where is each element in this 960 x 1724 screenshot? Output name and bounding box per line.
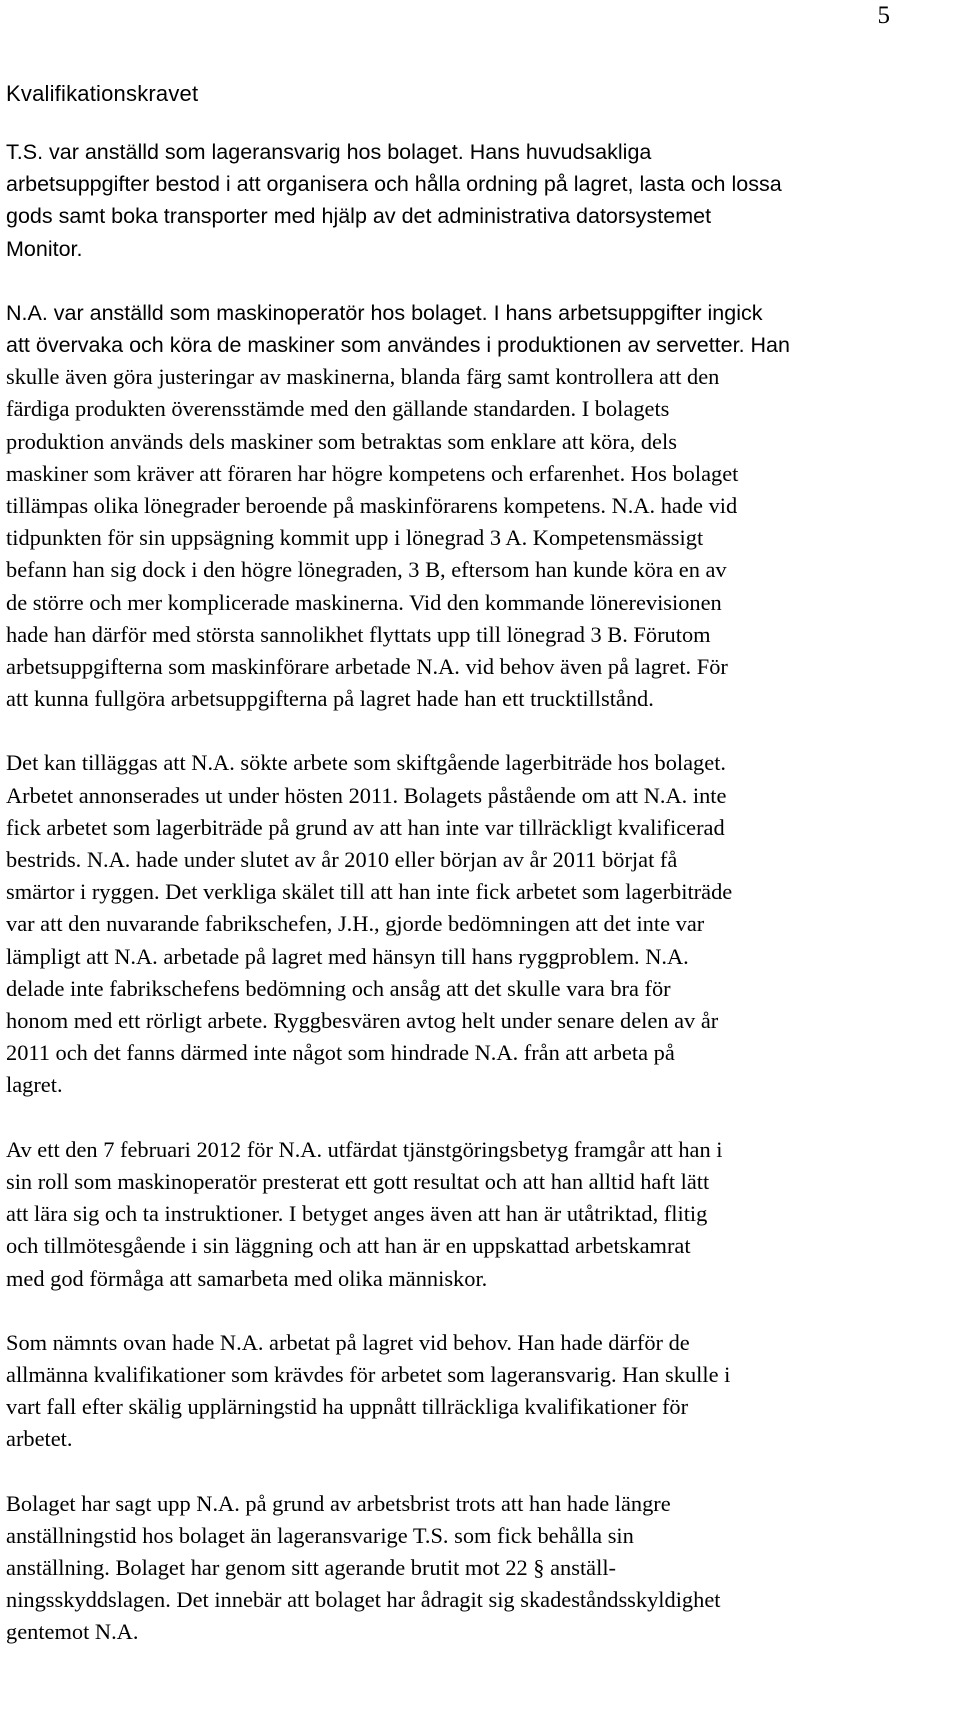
text-line: Monitor. [6,236,83,261]
text-line: N.A. var anställd som maskinoperatör hos bolaget. I hans arbetsuppgifter ingick [6,300,763,325]
section-heading: Kvalifikationskravet [6,81,199,106]
paragraph-warehouse-application [6,747,956,1101]
text-line: att övervaka och köra de maskiner som användes i produktionen av servetter. Han [6,333,790,358]
text-line: Arbetet annonserades ut under hösten 2011. Bolagets påstående om att N.A. inte [6,782,727,808]
text-line: tillämpas olika lönegrader beroende på maskinförarens kompetens. N.A. hade vid [6,493,738,519]
text-line: smärtor i ryggen. Det verkliga skälet till att han inte fick arbetet som lagerbiträde [6,879,733,905]
paragraph-conclusion [6,1488,956,1649]
text-line: anställning. Bolaget har genom sitt agerande brutit mot 22 § anställ- [6,1554,617,1580]
paragraph-na-role [6,297,956,716]
text-line: sin roll som maskinoperatör presterat ett gott resultat och att han alltid haft lätt [6,1168,710,1194]
text-line: gentemot N.A. [6,1619,139,1645]
page-number: 5 [877,2,890,29]
text-line: ningsskyddslagen. Det innebär att bolaget har ådragit sig skadeståndsskyldighet [6,1587,721,1613]
text-line: bestrids. N.A. hade under slutet av år 2010 eller början av år 2011 börjat få [6,847,678,873]
text-line: arbetsuppgifter bestod i att organisera och hålla ordning på lagret, lasta och lossa [6,172,782,197]
paragraph-qualifications [6,1327,956,1456]
text-line: hade han därför med största sannolikhet flyttats upp till lönegrad 3 B. Förutom [6,621,711,647]
text-line: lämpligt att N.A. arbetade på lagret med hänsyn till hans ryggproblem. N.A. [6,943,689,969]
text-line: 2011 och det fanns därmed inte något som hindrade N.A. från att arbeta på [6,1040,675,1066]
text-line: färdiga produkten överensstämde med den gällande standarden. I bolagets [6,396,670,422]
text-line: att kunna fullgöra arbetsuppgifterna på lagret hade han ett trucktillstånd. [6,686,654,712]
text-line: de större och mer komplicerade maskinerna. Vid den kommande lönerevisionen [6,589,722,615]
text-line: Som nämnts ovan hade N.A. arbetat på lagret vid behov. Han hade därför de [6,1329,690,1355]
text-line: vart fall efter skälig upplärningstid ha uppnått tillräckliga kvalifikationer för [6,1394,689,1420]
text-line: lagret. [6,1072,63,1098]
text-line: fick arbetet som lagerbiträde på grund av att han inte var tillräckligt kvalificerad [6,814,725,840]
text-line: Bolaget har sagt upp N.A. på grund av arbetsbrist trots att han hade längre [6,1490,671,1516]
text-line: arbetet. [6,1426,73,1452]
text-line: anställningstid hos bolaget än lageransvarige T.S. som fick behålla sin [6,1522,634,1548]
text-line: gods samt boka transporter med hjälp av det administrativa datorsystemet [6,204,712,229]
document-body [6,78,956,1681]
text-line: att lära sig och ta instruktioner. I betyget anges även att han är utåtriktad, flitig [6,1201,708,1227]
text-line: tidpunkten för sin uppsägning kommit upp i lönegrad 3 A. Kompetensmässigt [6,525,704,551]
text-line: var att den nuvarande fabrikschefen, J.H., gjorde bedömningen att det inte var [6,911,705,937]
text-line: befann han sig dock i den högre lönegraden, 3 B, eftersom han kunde köra en av [6,557,727,583]
text-line: T.S. var anställd som lageransvarig hos bolaget. Hans huvudsakliga [6,140,652,164]
text-line: Av ett den 7 februari 2012 för N.A. utfärdat tjänstgöringsbetyg framgår att han i [6,1136,723,1162]
text-line: med god förmåga att samarbeta med olika människor. [6,1265,488,1291]
paragraph-reference [6,1134,956,1295]
text-line: Det kan tilläggas att N.A. sökte arbete som skiftgående lagerbiträde hos bolaget. [6,750,727,776]
text-line: och tillmötesgående i sin läggning och att han är en uppskattad arbetskamrat [6,1233,691,1259]
paragraph-ts-role [6,136,956,265]
text-line: skulle även göra justeringar av maskinerna, blanda färg samt kontrollera att den [6,364,720,390]
text-line: delade inte fabrikschefens bedömning och ansåg att det skulle vara bra för [6,975,671,1001]
text-line: produktion används dels maskiner som betraktas som enklare att köra, dels [6,428,677,454]
text-line: arbetsuppgifterna som maskinförare arbetade N.A. vid behov även på lagret. För [6,654,728,680]
text-line: maskiner som kräver att föraren har högre kompetens och erfarenhet. Hos bolaget [6,460,739,486]
text-line: allmänna kvalifikationer som krävdes för arbetet som lageransvarig. Han skulle i [6,1361,731,1387]
text-line: honom med ett rörligt arbete. Ryggbesvären avtog helt under senare delen av år [6,1008,719,1034]
